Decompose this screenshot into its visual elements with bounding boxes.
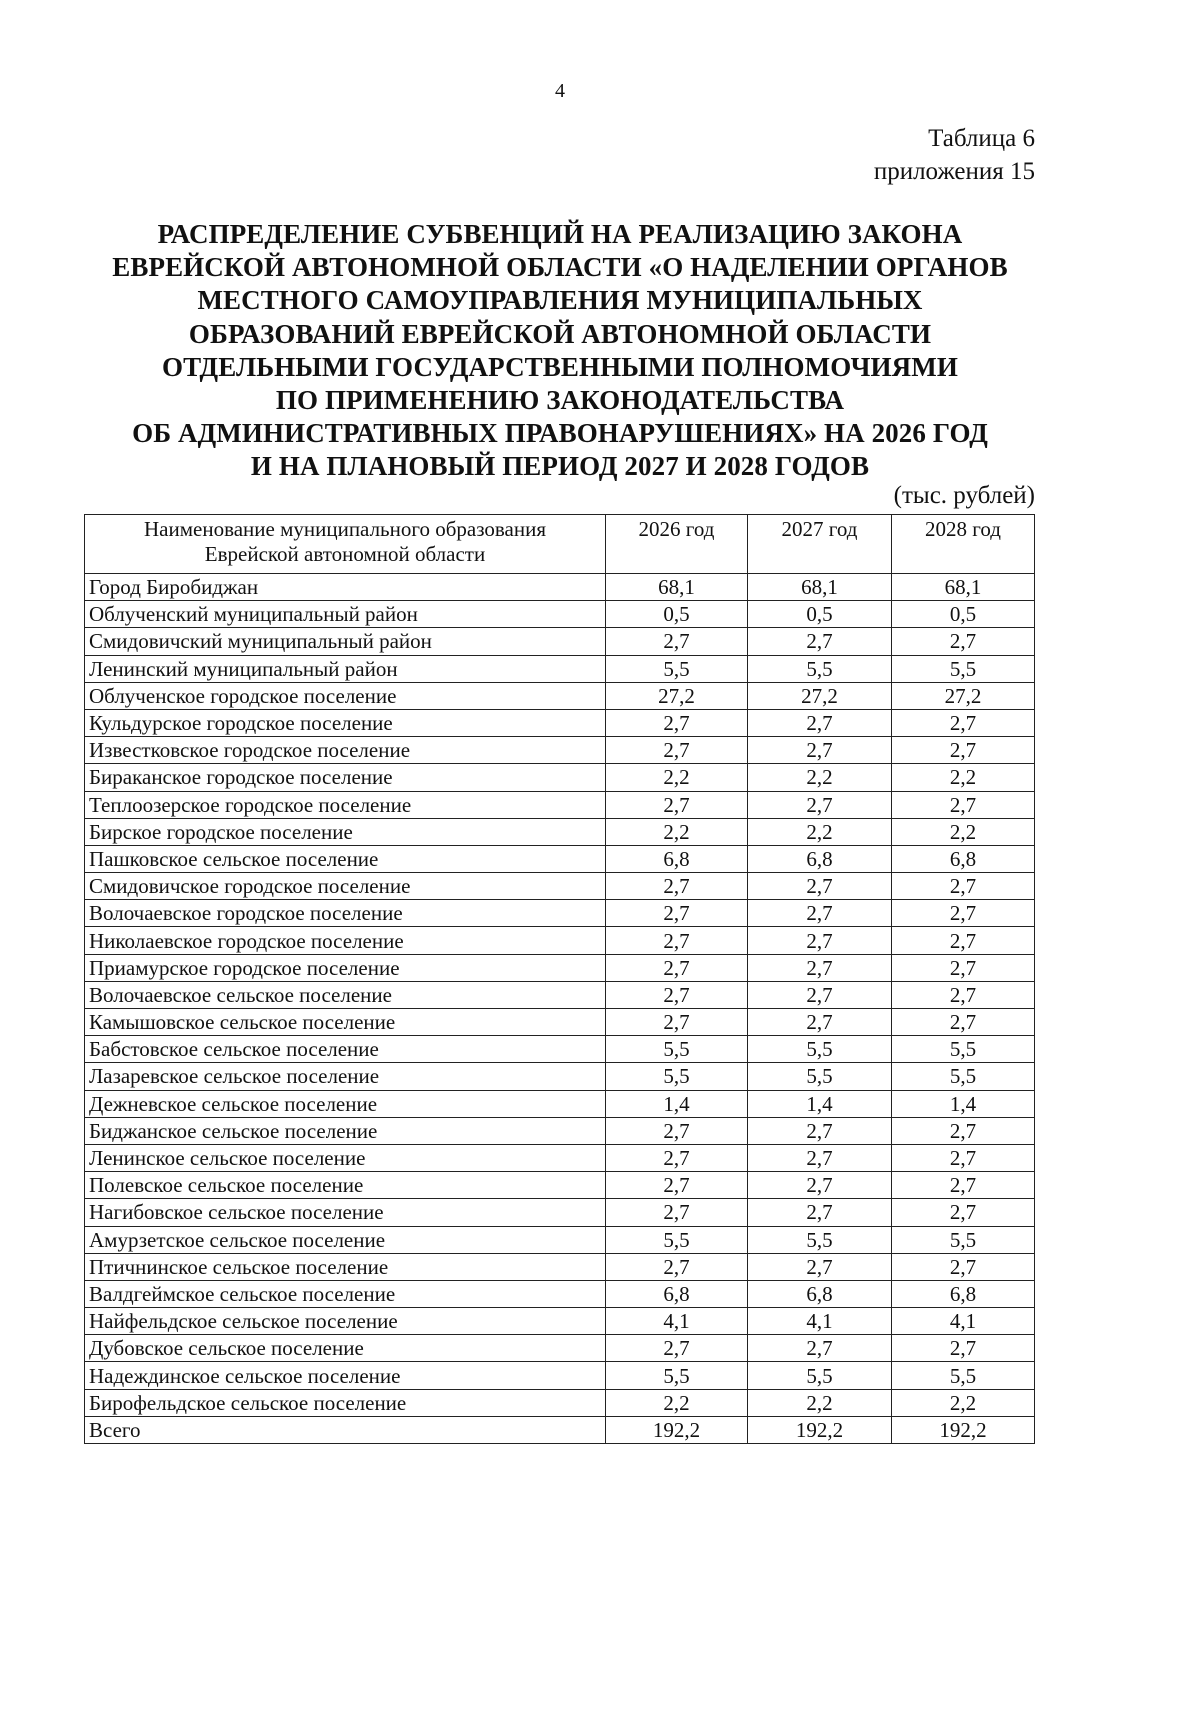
page-number: 4 [555,80,565,102]
table-row [85,1009,1035,1036]
municipality-name-cell: Найфельдское сельское поселение [85,1308,606,1335]
table-row [85,927,1035,954]
value-2028-cell: 4,1 [892,1308,1035,1335]
municipality-name-cell: Ленинский муниципальный район [85,655,606,682]
municipality-name-cell: Надеждинское сельское поселение [85,1362,606,1389]
title-line: ЕВРЕЙСКОЙ АВТОНОМНОЙ ОБЛАСТИ «О НАДЕЛЕНИИ ОРГАНОВ [112,252,1008,283]
table-row [85,1172,1035,1199]
value-2026-cell: 5,5 [606,1036,748,1063]
value-2028-cell: 2,2 [892,818,1035,845]
appendix-number: приложения 15 [873,158,1035,185]
value-2028-cell: 2,7 [892,981,1035,1008]
table-row [85,1199,1035,1226]
units-label: (тыс. рублей) [893,482,1035,509]
table-row [85,954,1035,981]
value-2026-cell: 192,2 [606,1416,748,1443]
table-row [85,818,1035,845]
title-line: ПО ПРИМЕНЕНИЮ ЗАКОНОДАТЕЛЬСТВА [275,385,845,416]
column-header-name-line2: Еврейской автономной области [204,542,486,566]
table-row [85,1144,1035,1171]
value-2028-cell: 0,5 [892,601,1035,628]
table-row [85,1280,1035,1307]
value-2028-cell: 2,7 [892,927,1035,954]
value-2028-cell: 2,7 [892,791,1035,818]
municipality-name-cell: Приамурское городское поселение [85,954,606,981]
municipality-name-cell: Смидовичский муниципальный район [85,628,606,655]
table-row [85,1362,1035,1389]
value-2027-cell: 2,2 [748,1389,892,1416]
municipality-name-cell: Николаевское городское поселение [85,927,606,954]
municipality-name-cell: Бирское городское поселение [85,818,606,845]
table-row [85,1036,1035,1063]
value-2027-cell: 6,8 [748,1280,892,1307]
value-2028-cell: 6,8 [892,845,1035,872]
value-2026-cell: 6,8 [606,1280,748,1307]
value-2028-cell: 2,7 [892,1117,1035,1144]
municipality-name-cell: Биджанское сельское поселение [85,1117,606,1144]
value-2028-cell: 5,5 [892,1226,1035,1253]
table-row [85,1253,1035,1280]
value-2027-cell: 5,5 [748,655,892,682]
value-2028-cell: 5,5 [892,1362,1035,1389]
municipality-name-cell: Бирофельдское сельское поселение [85,1389,606,1416]
value-2026-cell: 2,7 [606,1172,748,1199]
table-reference [874,122,1035,188]
value-2028-cell: 192,2 [892,1416,1035,1443]
value-2027-cell: 2,2 [748,764,892,791]
municipality-name-cell: Облученский муниципальный район [85,601,606,628]
table-row [85,764,1035,791]
table-row [85,655,1035,682]
value-2026-cell: 6,8 [606,845,748,872]
value-2027-cell: 5,5 [748,1362,892,1389]
column-header-name-line1: Наименование муниципального образования [144,517,546,541]
value-2028-cell: 5,5 [892,1036,1035,1063]
value-2028-cell: 2,7 [892,954,1035,981]
municipality-name-cell: Известковское городское поселение [85,737,606,764]
municipality-name-cell: Ленинское сельское поселение [85,1144,606,1171]
table-row [85,1063,1035,1090]
table-row [85,1308,1035,1335]
value-2028-cell: 2,7 [892,628,1035,655]
value-2026-cell: 2,7 [606,791,748,818]
value-2026-cell: 2,7 [606,1009,748,1036]
value-2026-cell: 2,7 [606,1199,748,1226]
value-2026-cell: 2,7 [606,900,748,927]
document-title [80,218,1040,484]
value-2027-cell: 0,5 [748,601,892,628]
value-2028-cell: 68,1 [892,574,1035,601]
table-row [85,1090,1035,1117]
value-2027-cell: 2,7 [748,900,892,927]
municipality-name-cell: Бабстовское сельское поселение [85,1036,606,1063]
value-2026-cell: 2,7 [606,1144,748,1171]
table-row [85,682,1035,709]
value-2026-cell: 5,5 [606,1063,748,1090]
table-row [85,1117,1035,1144]
value-2027-cell: 6,8 [748,845,892,872]
value-2027-cell: 2,7 [748,628,892,655]
value-2026-cell: 2,7 [606,737,748,764]
value-2028-cell: 2,2 [892,1389,1035,1416]
value-2028-cell: 6,8 [892,1280,1035,1307]
value-2026-cell: 5,5 [606,655,748,682]
value-2026-cell: 2,2 [606,818,748,845]
value-2028-cell: 2,2 [892,764,1035,791]
distribution-table [84,514,1035,1444]
value-2026-cell: 2,2 [606,1389,748,1416]
value-2028-cell: 2,7 [892,1253,1035,1280]
title-line: ОТДЕЛЬНЫМИ ГОСУДАРСТВЕННЫМИ ПОЛНОМОЧИЯМИ [162,351,958,382]
table-row [85,845,1035,872]
value-2028-cell: 2,7 [892,1009,1035,1036]
total-row [85,1416,1035,1443]
municipality-name-cell: Смидовичское городское поселение [85,873,606,900]
value-2027-cell: 2,7 [748,1335,892,1362]
value-2026-cell: 2,7 [606,981,748,1008]
value-2026-cell: 2,7 [606,628,748,655]
value-2026-cell: 2,7 [606,1117,748,1144]
table-header-row [85,515,1035,574]
title-line: РАСПРЕДЕЛЕНИЕ СУБВЕНЦИЙ НА РЕАЛИЗАЦИЮ ЗАКОНА [157,219,963,249]
table-row [85,900,1035,927]
value-2027-cell: 2,7 [748,737,892,764]
value-2027-cell: 2,7 [748,981,892,1008]
municipality-name-cell: Пашковское сельское поселение [85,845,606,872]
municipality-name-cell: Лазаревское сельское поселение [85,1063,606,1090]
title-line: ОБРАЗОВАНИЙ ЕВРЕЙСКОЙ АВТОНОМНОЙ ОБЛАСТИ [188,318,932,349]
municipality-name-cell: Волочаевское сельское поселение [85,981,606,1008]
table-row [85,1389,1035,1416]
value-2027-cell: 1,4 [748,1090,892,1117]
table-row [85,981,1035,1008]
municipality-name-cell: Город Биробиджан [85,574,606,601]
table-row [85,574,1035,601]
table-row [85,709,1035,736]
table-row [85,1226,1035,1253]
municipality-name-cell: Облученское городское поселение [85,682,606,709]
table-row [85,791,1035,818]
value-2027-cell: 2,7 [748,1117,892,1144]
municipality-name-cell: Теплоозерское городское поселение [85,791,606,818]
value-2028-cell: 2,7 [892,900,1035,927]
table-row [85,601,1035,628]
value-2026-cell: 2,7 [606,1253,748,1280]
value-2026-cell: 0,5 [606,601,748,628]
municipality-name-cell: Волочаевское городское поселение [85,900,606,927]
value-2027-cell: 5,5 [748,1226,892,1253]
municipality-name-cell: Всего [85,1416,606,1443]
value-2026-cell: 2,2 [606,764,748,791]
value-2026-cell: 2,7 [606,709,748,736]
value-2026-cell: 5,5 [606,1362,748,1389]
value-2027-cell: 2,7 [748,954,892,981]
value-2026-cell: 5,5 [606,1226,748,1253]
value-2027-cell: 27,2 [748,682,892,709]
value-2027-cell: 5,5 [748,1036,892,1063]
column-header-name [85,515,606,574]
table-row [85,628,1035,655]
value-2026-cell: 4,1 [606,1308,748,1335]
value-2028-cell: 2,7 [892,873,1035,900]
column-header-2026: 2026 год [606,515,748,574]
value-2028-cell: 2,7 [892,709,1035,736]
value-2027-cell: 2,7 [748,1172,892,1199]
value-2027-cell: 2,7 [748,1199,892,1226]
municipality-name-cell: Валдгеймское сельское поселение [85,1280,606,1307]
value-2028-cell: 27,2 [892,682,1035,709]
value-2026-cell: 68,1 [606,574,748,601]
value-2028-cell: 2,7 [892,1144,1035,1171]
value-2027-cell: 2,2 [748,818,892,845]
value-2028-cell: 5,5 [892,1063,1035,1090]
title-line: И НА ПЛАНОВЫЙ ПЕРИОД 2027 И 2028 ГОДОВ [250,451,870,482]
value-2026-cell: 1,4 [606,1090,748,1117]
value-2026-cell: 27,2 [606,682,748,709]
column-header-2028: 2028 год [892,515,1035,574]
table-row [85,873,1035,900]
value-2027-cell: 4,1 [748,1308,892,1335]
municipality-name-cell: Кульдурское городское поселение [85,709,606,736]
value-2028-cell: 2,7 [892,1172,1035,1199]
value-2027-cell: 2,7 [748,791,892,818]
municipality-name-cell: Бираканское городское поселение [85,764,606,791]
value-2027-cell: 2,7 [748,709,892,736]
municipality-name-cell: Амурзетское сельское поселение [85,1226,606,1253]
value-2027-cell: 2,7 [748,927,892,954]
value-2028-cell: 2,7 [892,737,1035,764]
value-2027-cell: 2,7 [748,1253,892,1280]
title-line: ОБ АДМИНИСТРАТИВНЫХ ПРАВОНАРУШЕНИЯХ» НА 2026 ГОД [132,418,988,449]
value-2026-cell: 2,7 [606,1335,748,1362]
value-2027-cell: 68,1 [748,574,892,601]
value-2028-cell: 5,5 [892,655,1035,682]
table-number: Таблица 6 [928,125,1035,152]
title-line: МЕСТНОГО САМОУПРАВЛЕНИЯ МУНИЦИПАЛЬНЫХ [197,285,923,316]
value-2026-cell: 2,7 [606,954,748,981]
value-2027-cell: 2,7 [748,1144,892,1171]
value-2028-cell: 1,4 [892,1090,1035,1117]
value-2026-cell: 2,7 [606,873,748,900]
column-header-2027: 2027 год [748,515,892,574]
value-2027-cell: 192,2 [748,1416,892,1443]
municipality-name-cell: Нагибовское сельское поселение [85,1199,606,1226]
municipality-name-cell: Дежневское сельское поселение [85,1090,606,1117]
municipality-name-cell: Камышовское сельское поселение [85,1009,606,1036]
value-2027-cell: 2,7 [748,873,892,900]
value-2028-cell: 2,7 [892,1199,1035,1226]
value-2028-cell: 2,7 [892,1335,1035,1362]
table-row [85,737,1035,764]
municipality-name-cell: Дубовское сельское поселение [85,1335,606,1362]
municipality-name-cell: Полевское сельское поселение [85,1172,606,1199]
value-2027-cell: 2,7 [748,1009,892,1036]
table-row [85,1335,1035,1362]
value-2027-cell: 5,5 [748,1063,892,1090]
value-2026-cell: 2,7 [606,927,748,954]
municipality-name-cell: Птичнинское сельское поселение [85,1253,606,1280]
